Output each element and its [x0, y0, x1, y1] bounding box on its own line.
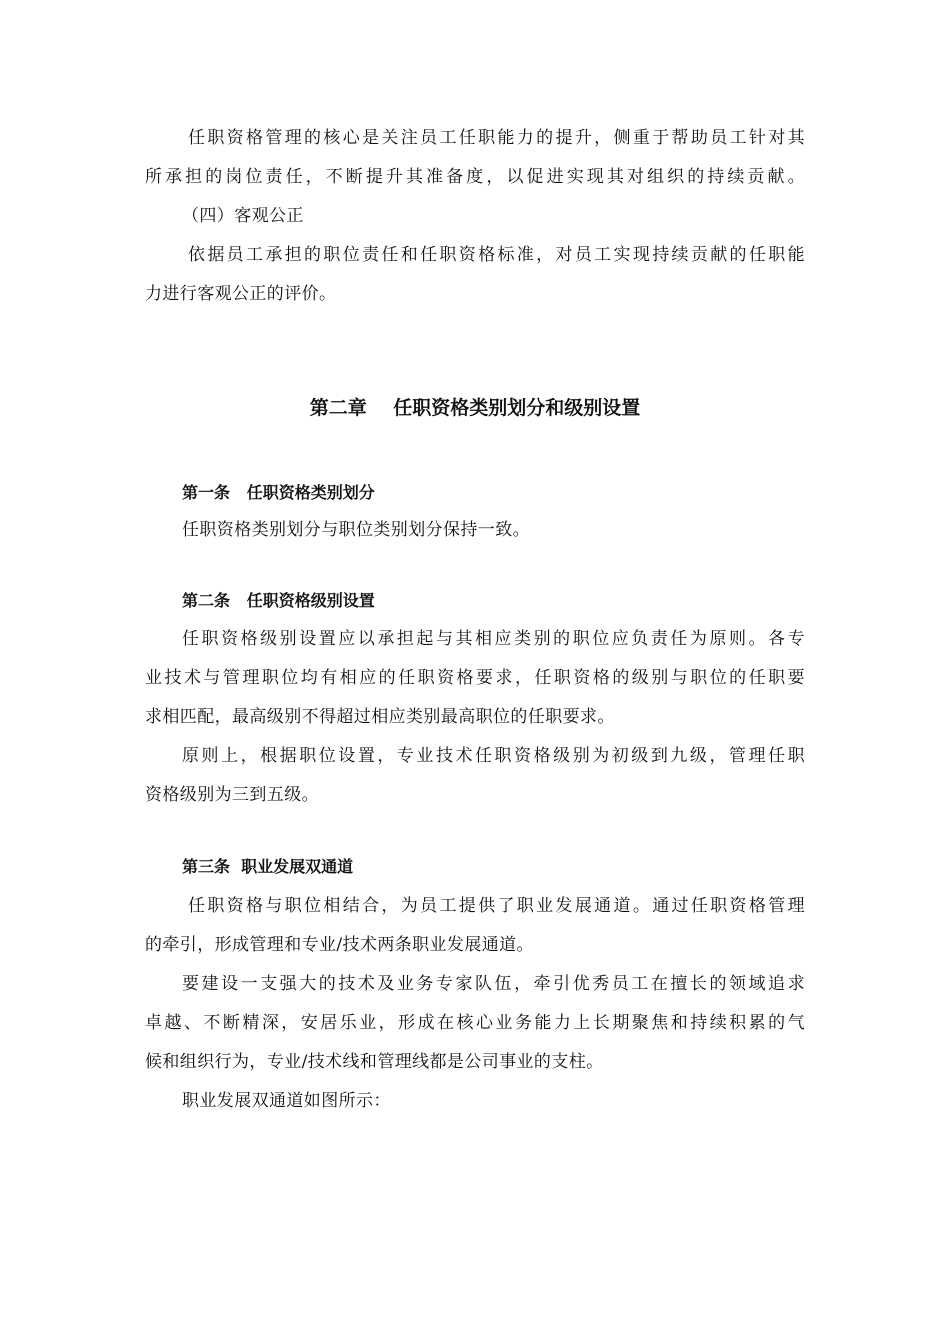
article-2-paragraph-1-line-1: 任职资格级别设置应以承担起与其相应类别的职位应负责任为原则。各专 [182, 629, 805, 649]
article-3-paragraph-3-line-1: 职业发展双通道如图所示： [182, 1091, 391, 1111]
article-2-paragraph-2-line-1: 原则上，根据职位设置，专业技术任职资格级别为初级到九级，管理任职 [182, 746, 805, 766]
article-1-line-1: 任职资格类别划分与职位类别划分保持一致。 [182, 520, 530, 540]
intro-paragraph-1-line-1: 任职资格管理的核心是关注员工任职能力的提升，侧重于帮助员工针对其 [188, 128, 805, 148]
article-3-paragraph-2-line-1: 要建设一支强大的技术及业务专家队伍，牵引优秀员工在擅长的领域追求 [182, 974, 805, 994]
article-3-paragraph-2-line-3: 候和组织行为，专业/技术线和管理线都是公司事业的支柱。 [145, 1052, 604, 1072]
intro-paragraph-1-line-2: 所承担的岗位责任，不断提升其准备度，以促进实现其对组织的持续贡献。 [145, 167, 805, 187]
article-2-paragraph-1-line-3: 求相匹配，最高级别不得超过相应类别最高职位的任职要求。 [145, 707, 615, 727]
article-3-paragraph-2-line-2: 卓越、不断精深，安居乐业，形成在核心业务能力上长期聚焦和持续积累的气 [145, 1013, 805, 1033]
chapter-title: 第二章 任职资格类别划分和级别设置 [309, 397, 641, 419]
article-2-heading: 第二条 任职资格级别设置 [182, 591, 375, 610]
article-3-paragraph-1-line-2: 的牵引，形成管理和专业/技术两条职业发展通道。 [145, 935, 534, 955]
article-1-heading: 第一条 任职资格类别划分 [182, 483, 375, 502]
article-2-paragraph-2-line-2: 资格级别为三到五级。 [145, 785, 319, 805]
intro-paragraph-2-line-2: 力进行客观公正的评价。 [145, 284, 337, 304]
intro-paragraph-2-line-1: 依据员工承担的职位责任和任职资格标准，对员工实现持续贡献的任职能 [188, 245, 805, 265]
intro-subheading: （四）客观公正 [182, 206, 304, 226]
article-3-heading: 第三条 职业发展双通道 [182, 857, 354, 876]
article-2-paragraph-1-line-2: 业技术与管理职位均有相应的任职资格要求，任职资格的级别与职位的任职要 [145, 668, 805, 688]
article-3-paragraph-1-line-1: 任职资格与职位相结合，为员工提供了职业发展通道。通过任职资格管理 [188, 896, 805, 916]
